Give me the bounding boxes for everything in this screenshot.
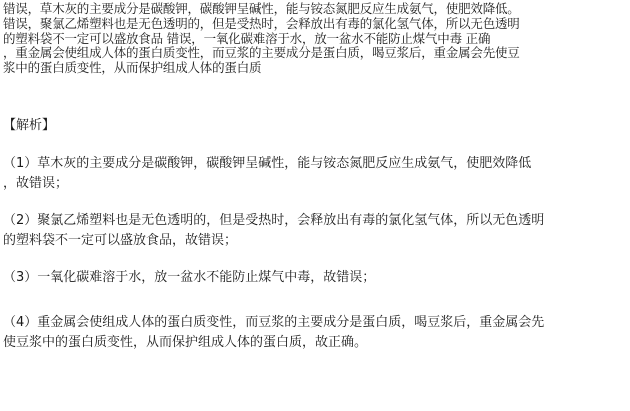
analysis-item-3-line-1: （3）一氧化碳难溶于水，放一盆水不能防止煤气中毒，故错误；	[3, 270, 376, 285]
analysis-item-1-line-1: （1）草木灰的主要成分是碳酸钾，碳酸钾呈碱性，能与铵态氮肥反应生成氨气，使肥效降低	[3, 156, 532, 171]
analysis-item-4	[3, 313, 627, 353]
analysis-heading: 【解析】	[3, 118, 56, 133]
analysis-item-1	[3, 154, 627, 194]
analysis-item-1-line-2: ，故错误；	[3, 176, 69, 191]
answer-summary	[3, 2, 627, 76]
analysis-item-3	[3, 268, 627, 288]
analysis-item-4-line-1: （4）重金属会使组成人体的蛋白质变性，而豆浆的主要成分是蛋白质，喝豆浆后，重金属会先	[3, 315, 545, 330]
analysis-item-4-line-2: 使豆浆中的蛋白质变性，从而保护组成人体的蛋白质，故正确。	[3, 335, 368, 350]
analysis-item-2-line-1: （2）聚氯乙烯塑料也是无色透明的，但是受热时，会释放出有毒的氯化氢气体，所以无色透明	[3, 213, 545, 228]
summary-line-3: 的塑料袋不一定可以盛放食品 错误，一氧化碳难溶于水，放一盆水不能防止煤气中毒 正确	[3, 31, 491, 46]
summary-line-1: 错误，草木灰的主要成分是碳酸钾，碳酸钾呈碱性，能与铵态氮肥反应生成氨气，使肥效降低。	[3, 2, 520, 16]
analysis-item-2	[3, 211, 627, 251]
summary-line-4: ，重金属会使组成人体的蛋白质变性，而豆浆的主要成分是蛋白质，喝豆浆后，重金属会先使豆	[3, 46, 520, 61]
summary-line-5: 浆中的蛋白质变性，从而保护组成人体的蛋白质	[3, 61, 262, 76]
analysis-item-2-line-2: 的塑料袋不一定可以盛放食品，故错误；	[3, 233, 238, 248]
summary-line-2: 错误，聚氯乙烯塑料也是无色透明的，但是受热时，会释放出有毒的氯化氢气体，所以无色透明	[3, 16, 520, 31]
